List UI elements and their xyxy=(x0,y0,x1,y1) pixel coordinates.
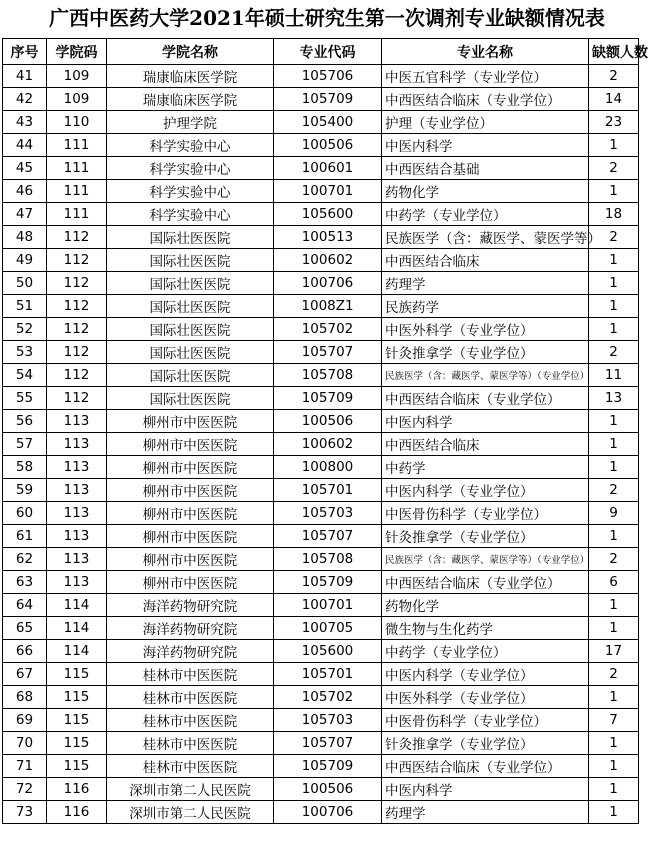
cell-vacancy: 1 xyxy=(589,686,639,709)
cell-college-name: 桂林市中医医院 xyxy=(107,732,274,755)
table-row xyxy=(3,686,639,709)
cell-college-code: 112 xyxy=(47,318,107,341)
cell-major-name: 中医外科学（专业学位） xyxy=(382,318,589,341)
cell-college-code: 111 xyxy=(47,180,107,203)
cell-index: 59 xyxy=(3,479,47,502)
cell-college-name: 国际壮医医院 xyxy=(107,318,274,341)
cell-major-name: 中西医结合临床 xyxy=(382,249,589,272)
cell-vacancy: 7 xyxy=(589,709,639,732)
cell-vacancy: 2 xyxy=(589,479,639,502)
cell-major-code: 105707 xyxy=(274,525,382,548)
cell-college-code: 112 xyxy=(47,341,107,364)
cell-college-code: 112 xyxy=(47,387,107,410)
cell-college-code: 109 xyxy=(47,88,107,111)
cell-college-code: 112 xyxy=(47,272,107,295)
cell-index: 45 xyxy=(3,157,47,180)
header-major-name: 专业名称 xyxy=(382,39,589,65)
cell-vacancy: 2 xyxy=(589,548,639,571)
table-row xyxy=(3,801,639,824)
cell-major-code: 100513 xyxy=(274,226,382,249)
table-row xyxy=(3,640,639,663)
table-row xyxy=(3,249,639,272)
cell-major-code: 105707 xyxy=(274,341,382,364)
table-row xyxy=(3,548,639,571)
cell-major-name: 中西医结合临床 xyxy=(382,433,589,456)
cell-vacancy: 17 xyxy=(589,640,639,663)
cell-college-name: 科学实验中心 xyxy=(107,180,274,203)
cell-college-name: 桂林市中医医院 xyxy=(107,755,274,778)
table-row xyxy=(3,295,639,318)
cell-college-name: 国际壮医医院 xyxy=(107,249,274,272)
cell-major-name: 民族医学（含：藏医学、蒙医学等） xyxy=(382,226,589,249)
cell-major-code: 105707 xyxy=(274,732,382,755)
table-row xyxy=(3,617,639,640)
table-row xyxy=(3,433,639,456)
cell-vacancy: 2 xyxy=(589,663,639,686)
table-row xyxy=(3,272,639,295)
cell-vacancy: 1 xyxy=(589,318,639,341)
cell-major-code: 105709 xyxy=(274,571,382,594)
cell-index: 61 xyxy=(3,525,47,548)
cell-college-name: 国际壮医医院 xyxy=(107,364,274,387)
cell-major-code: 105703 xyxy=(274,709,382,732)
cell-college-code: 111 xyxy=(47,203,107,226)
cell-vacancy: 1 xyxy=(589,755,639,778)
cell-vacancy: 1 xyxy=(589,249,639,272)
table-row xyxy=(3,65,639,88)
cell-major-code: 100706 xyxy=(274,801,382,824)
cell-index: 53 xyxy=(3,341,47,364)
cell-index: 73 xyxy=(3,801,47,824)
cell-major-code: 100506 xyxy=(274,778,382,801)
cell-index: 68 xyxy=(3,686,47,709)
header-college-code: 学院码 xyxy=(47,39,107,65)
table-row xyxy=(3,456,639,479)
cell-college-code: 114 xyxy=(47,594,107,617)
cell-college-name: 瑞康临床医学院 xyxy=(107,88,274,111)
cell-major-name: 针灸推拿学（专业学位） xyxy=(382,732,589,755)
cell-college-name: 国际壮医医院 xyxy=(107,387,274,410)
table-row xyxy=(3,318,639,341)
cell-vacancy: 23 xyxy=(589,111,639,134)
cell-major-code: 100701 xyxy=(274,594,382,617)
cell-index: 42 xyxy=(3,88,47,111)
cell-major-name: 中西医结合临床（专业学位） xyxy=(382,387,589,410)
cell-college-code: 113 xyxy=(47,571,107,594)
cell-college-name: 柳州市中医医院 xyxy=(107,433,274,456)
cell-vacancy: 1 xyxy=(589,410,639,433)
cell-major-name: 中西医结合临床（专业学位） xyxy=(382,571,589,594)
cell-major-code: 105702 xyxy=(274,318,382,341)
header-index: 序号 xyxy=(3,39,47,65)
table-row xyxy=(3,111,639,134)
cell-major-name: 民族医学（含：藏医学、蒙医学等）（专业学位） xyxy=(382,548,589,571)
cell-vacancy: 1 xyxy=(589,525,639,548)
cell-college-name: 桂林市中医医院 xyxy=(107,709,274,732)
cell-major-name: 中医骨伤科学（专业学位） xyxy=(382,502,589,525)
cell-index: 58 xyxy=(3,456,47,479)
table-row xyxy=(3,410,639,433)
page-title: 广西中医药大学2021年硕士研究生第一次调剂专业缺额情况表 xyxy=(49,6,605,30)
cell-college-name: 柳州市中医医院 xyxy=(107,479,274,502)
cell-major-name: 中医内科学 xyxy=(382,410,589,433)
cell-index: 47 xyxy=(3,203,47,226)
cell-major-name: 护理（专业学位） xyxy=(382,111,589,134)
cell-vacancy: 2 xyxy=(589,226,639,249)
cell-vacancy: 1 xyxy=(589,732,639,755)
cell-college-name: 柳州市中医医院 xyxy=(107,410,274,433)
cell-college-code: 115 xyxy=(47,686,107,709)
cell-college-name: 深圳市第二人民医院 xyxy=(107,778,274,801)
cell-vacancy: 2 xyxy=(589,65,639,88)
vacancy-table xyxy=(2,38,648,824)
cell-index: 54 xyxy=(3,364,47,387)
cell-college-name: 科学实验中心 xyxy=(107,203,274,226)
cell-major-code: 105706 xyxy=(274,65,382,88)
cell-index: 57 xyxy=(3,433,47,456)
table-row xyxy=(3,387,639,410)
cell-college-code: 114 xyxy=(47,640,107,663)
table-row xyxy=(3,203,639,226)
cell-major-name: 中医外科学（专业学位） xyxy=(382,686,589,709)
cell-index: 60 xyxy=(3,502,47,525)
cell-index: 72 xyxy=(3,778,47,801)
cell-index: 46 xyxy=(3,180,47,203)
cell-college-code: 112 xyxy=(47,364,107,387)
cell-vacancy: 6 xyxy=(589,571,639,594)
table-row xyxy=(3,755,639,778)
cell-college-name: 护理学院 xyxy=(107,111,274,134)
cell-major-name: 中西医结合临床（专业学位） xyxy=(382,755,589,778)
cell-major-code: 1008Z1 xyxy=(274,295,382,318)
cell-major-name: 中医内科学 xyxy=(382,778,589,801)
table-row xyxy=(3,157,639,180)
cell-index: 62 xyxy=(3,548,47,571)
cell-major-code: 105709 xyxy=(274,387,382,410)
cell-college-code: 110 xyxy=(47,111,107,134)
table-row xyxy=(3,594,639,617)
cell-college-code: 116 xyxy=(47,778,107,801)
cell-college-name: 国际壮医医院 xyxy=(107,272,274,295)
cell-major-code: 100601 xyxy=(274,157,382,180)
cell-major-code: 105709 xyxy=(274,88,382,111)
cell-vacancy: 1 xyxy=(589,456,639,479)
cell-major-name: 中医骨伤科学（专业学位） xyxy=(382,709,589,732)
cell-major-name: 药理学 xyxy=(382,801,589,824)
cell-vacancy: 2 xyxy=(589,157,639,180)
table-row xyxy=(3,180,639,203)
cell-college-code: 109 xyxy=(47,65,107,88)
cell-college-name: 国际壮医医院 xyxy=(107,341,274,364)
cell-major-code: 105702 xyxy=(274,686,382,709)
cell-major-code: 100701 xyxy=(274,180,382,203)
cell-vacancy: 14 xyxy=(589,88,639,111)
cell-index: 41 xyxy=(3,65,47,88)
cell-college-name: 柳州市中医医院 xyxy=(107,571,274,594)
cell-college-name: 科学实验中心 xyxy=(107,134,274,157)
cell-college-code: 112 xyxy=(47,249,107,272)
cell-college-code: 113 xyxy=(47,456,107,479)
cell-college-name: 海洋药物研究院 xyxy=(107,640,274,663)
cell-index: 43 xyxy=(3,111,47,134)
cell-college-name: 柳州市中医医院 xyxy=(107,502,274,525)
cell-college-code: 112 xyxy=(47,295,107,318)
cell-index: 67 xyxy=(3,663,47,686)
table-row xyxy=(3,341,639,364)
cell-major-code: 105400 xyxy=(274,111,382,134)
cell-college-name: 深圳市第二人民医院 xyxy=(107,801,274,824)
cell-major-code: 100705 xyxy=(274,617,382,640)
cell-index: 55 xyxy=(3,387,47,410)
cell-major-code: 100602 xyxy=(274,433,382,456)
cell-index: 63 xyxy=(3,571,47,594)
header-major-code: 专业代码 xyxy=(274,39,382,65)
cell-index: 52 xyxy=(3,318,47,341)
table-body xyxy=(3,65,639,824)
cell-major-name: 中西医结合基础 xyxy=(382,157,589,180)
table-row xyxy=(3,479,639,502)
cell-college-name: 国际壮医医院 xyxy=(107,295,274,318)
cell-vacancy: 1 xyxy=(589,180,639,203)
table-row xyxy=(3,663,639,686)
table-row xyxy=(3,571,639,594)
cell-college-code: 116 xyxy=(47,801,107,824)
cell-college-name: 柳州市中医医院 xyxy=(107,525,274,548)
cell-major-name: 药理学 xyxy=(382,272,589,295)
cell-index: 64 xyxy=(3,594,47,617)
cell-index: 51 xyxy=(3,295,47,318)
cell-college-name: 海洋药物研究院 xyxy=(107,594,274,617)
cell-vacancy: 18 xyxy=(589,203,639,226)
cell-college-code: 113 xyxy=(47,502,107,525)
cell-vacancy: 2 xyxy=(589,341,639,364)
cell-vacancy: 1 xyxy=(589,617,639,640)
cell-major-code: 100602 xyxy=(274,249,382,272)
cell-major-name: 民族药学 xyxy=(382,295,589,318)
cell-index: 69 xyxy=(3,709,47,732)
cell-college-code: 115 xyxy=(47,755,107,778)
cell-major-name: 中医内科学 xyxy=(382,134,589,157)
cell-major-code: 100800 xyxy=(274,456,382,479)
cell-index: 71 xyxy=(3,755,47,778)
cell-vacancy: 1 xyxy=(589,272,639,295)
cell-major-code: 105708 xyxy=(274,364,382,387)
table-header-row xyxy=(3,39,639,65)
cell-vacancy: 1 xyxy=(589,801,639,824)
cell-major-name: 中医五官科学（专业学位） xyxy=(382,65,589,88)
cell-vacancy: 9 xyxy=(589,502,639,525)
cell-index: 44 xyxy=(3,134,47,157)
cell-major-code: 105600 xyxy=(274,203,382,226)
cell-major-code: 105709 xyxy=(274,755,382,778)
cell-index: 56 xyxy=(3,410,47,433)
cell-vacancy: 1 xyxy=(589,295,639,318)
cell-major-name: 药物化学 xyxy=(382,594,589,617)
cell-major-code: 100506 xyxy=(274,134,382,157)
cell-vacancy: 1 xyxy=(589,134,639,157)
cell-college-name: 国际壮医医院 xyxy=(107,226,274,249)
cell-index: 48 xyxy=(3,226,47,249)
table-row xyxy=(3,709,639,732)
cell-college-code: 115 xyxy=(47,709,107,732)
cell-college-code: 111 xyxy=(47,134,107,157)
cell-major-code: 100506 xyxy=(274,410,382,433)
cell-college-code: 113 xyxy=(47,548,107,571)
cell-college-code: 113 xyxy=(47,410,107,433)
cell-college-code: 113 xyxy=(47,525,107,548)
cell-major-code: 105708 xyxy=(274,548,382,571)
cell-major-name: 民族医学（含：藏医学、蒙医学等）（专业学位） xyxy=(382,364,589,387)
header-college-name: 学院名称 xyxy=(107,39,274,65)
cell-major-code: 100706 xyxy=(274,272,382,295)
cell-major-name: 中西医结合临床（专业学位） xyxy=(382,88,589,111)
table-row xyxy=(3,502,639,525)
cell-vacancy: 1 xyxy=(589,433,639,456)
cell-vacancy: 1 xyxy=(589,594,639,617)
cell-college-code: 115 xyxy=(47,732,107,755)
cell-college-code: 113 xyxy=(47,433,107,456)
cell-major-code: 105701 xyxy=(274,479,382,502)
cell-major-name: 针灸推拿学（专业学位） xyxy=(382,525,589,548)
cell-vacancy: 11 xyxy=(589,364,639,387)
cell-major-name: 中医内科学（专业学位） xyxy=(382,663,589,686)
cell-vacancy: 1 xyxy=(589,778,639,801)
cell-major-name: 中药学（专业学位） xyxy=(382,640,589,663)
cell-major-name: 中药学（专业学位） xyxy=(382,203,589,226)
cell-college-code: 113 xyxy=(47,479,107,502)
cell-index: 49 xyxy=(3,249,47,272)
cell-college-code: 112 xyxy=(47,226,107,249)
cell-major-name: 中药学 xyxy=(382,456,589,479)
cell-college-name: 桂林市中医医院 xyxy=(107,686,274,709)
cell-major-name: 针灸推拿学（专业学位） xyxy=(382,341,589,364)
cell-major-name: 微生物与生化药学 xyxy=(382,617,589,640)
cell-college-code: 114 xyxy=(47,617,107,640)
cell-college-name: 海洋药物研究院 xyxy=(107,617,274,640)
cell-major-code: 105703 xyxy=(274,502,382,525)
cell-college-name: 柳州市中医医院 xyxy=(107,548,274,571)
cell-major-code: 105600 xyxy=(274,640,382,663)
cell-index: 70 xyxy=(3,732,47,755)
cell-college-name: 瑞康临床医学院 xyxy=(107,65,274,88)
table-row xyxy=(3,88,639,111)
table-row xyxy=(3,778,639,801)
cell-college-name: 科学实验中心 xyxy=(107,157,274,180)
cell-college-code: 115 xyxy=(47,663,107,686)
cell-major-name: 中医内科学（专业学位） xyxy=(382,479,589,502)
cell-index: 50 xyxy=(3,272,47,295)
cell-vacancy: 13 xyxy=(589,387,639,410)
table-row xyxy=(3,134,639,157)
table-row xyxy=(3,226,639,249)
cell-college-name: 桂林市中医医院 xyxy=(107,663,274,686)
header-vacancy: 缺额人数 xyxy=(589,39,639,65)
cell-index: 66 xyxy=(3,640,47,663)
cell-college-name: 柳州市中医医院 xyxy=(107,456,274,479)
cell-major-code: 105701 xyxy=(274,663,382,686)
table-row xyxy=(3,732,639,755)
cell-major-name: 药物化学 xyxy=(382,180,589,203)
cell-index: 65 xyxy=(3,617,47,640)
table-row xyxy=(3,525,639,548)
table-row xyxy=(3,364,639,387)
cell-college-code: 111 xyxy=(47,157,107,180)
